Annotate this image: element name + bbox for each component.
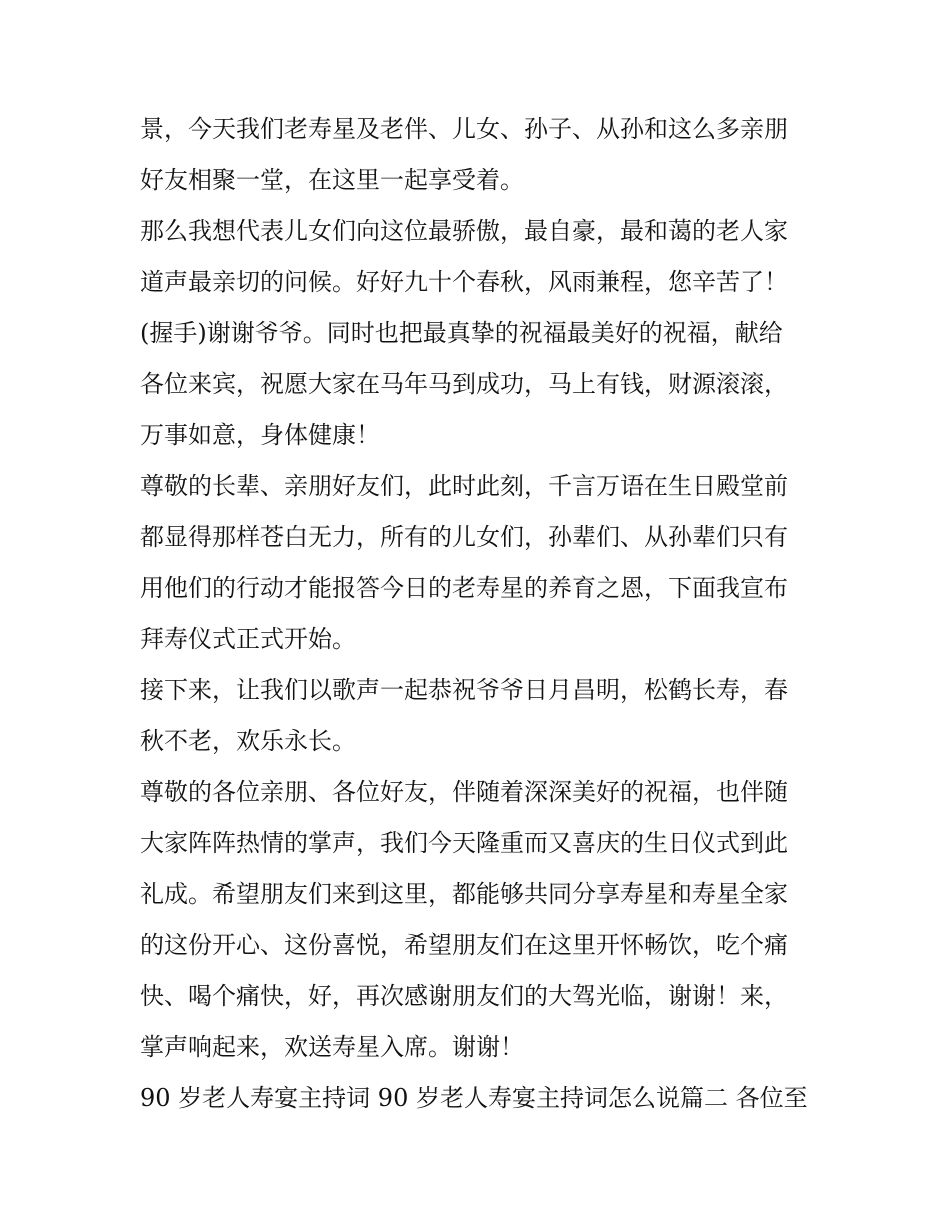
document-body	[140, 104, 820, 1124]
text-line: 掌声响起来，欢送寿星入席。谢谢！	[140, 1033, 524, 1061]
text-line: 快、喝个痛快，好，再次感谢朋友们的大驾光临，谢谢！来，	[140, 982, 788, 1010]
text-line: 道声最亲切的问候。好好九十个春秋，风雨兼程，您辛苦了！	[140, 268, 788, 296]
text-line: 尊敬的长辈、亲朋好友们，此时此刻，千言万语在生日殿堂前	[140, 472, 788, 500]
text-line: 都显得那样苍白无力，所有的儿女们，孙辈们、从孙辈们只有	[140, 523, 788, 551]
text-line: 拜寿仪式正式开始。	[140, 625, 356, 653]
text-line: 接下来，让我们以歌声一起恭祝爷爷日月昌明，松鹤长寿，春	[140, 676, 788, 704]
text-line: 大家阵阵热情的掌声，我们今天隆重而又喜庆的生日仪式到此	[140, 829, 788, 857]
text-line: 秋不老，欢乐永长。	[140, 727, 356, 755]
text-line: 90 岁老人寿宴主持词 90 岁老人寿宴主持词怎么说篇二 各位至	[140, 1084, 808, 1112]
text-line: 好友相聚一堂，在这里一起享受着。	[140, 166, 524, 194]
text-line: 尊敬的各位亲朋、各位好友，伴随着深深美好的祝福，也伴随	[140, 778, 788, 806]
text-line: 各位来宾，祝愿大家在马年马到成功，马上有钱，财源滚滚，	[140, 370, 788, 398]
text-line: 景，今天我们老寿星及老伴、儿女、孙子、从孙和这么多亲朋	[140, 115, 788, 143]
text-line: 用他们的行动才能报答今日的老寿星的养育之恩，下面我宣布	[140, 574, 788, 602]
text-line: 礼成。希望朋友们来到这里，都能够共同分享寿星和寿星全家	[140, 880, 788, 908]
text-line: 的这份开心、这份喜悦，希望朋友们在这里开怀畅饮，吃个痛	[140, 931, 788, 959]
text-line: 那么我想代表儿女们向这位最骄傲，最自豪，最和蔼的老人家	[140, 217, 788, 245]
text-line: (握手)谢谢爷爷。同时也把最真挚的祝福最美好的祝福，献给	[140, 319, 783, 347]
text-line: 万事如意，身体健康！	[140, 421, 380, 449]
